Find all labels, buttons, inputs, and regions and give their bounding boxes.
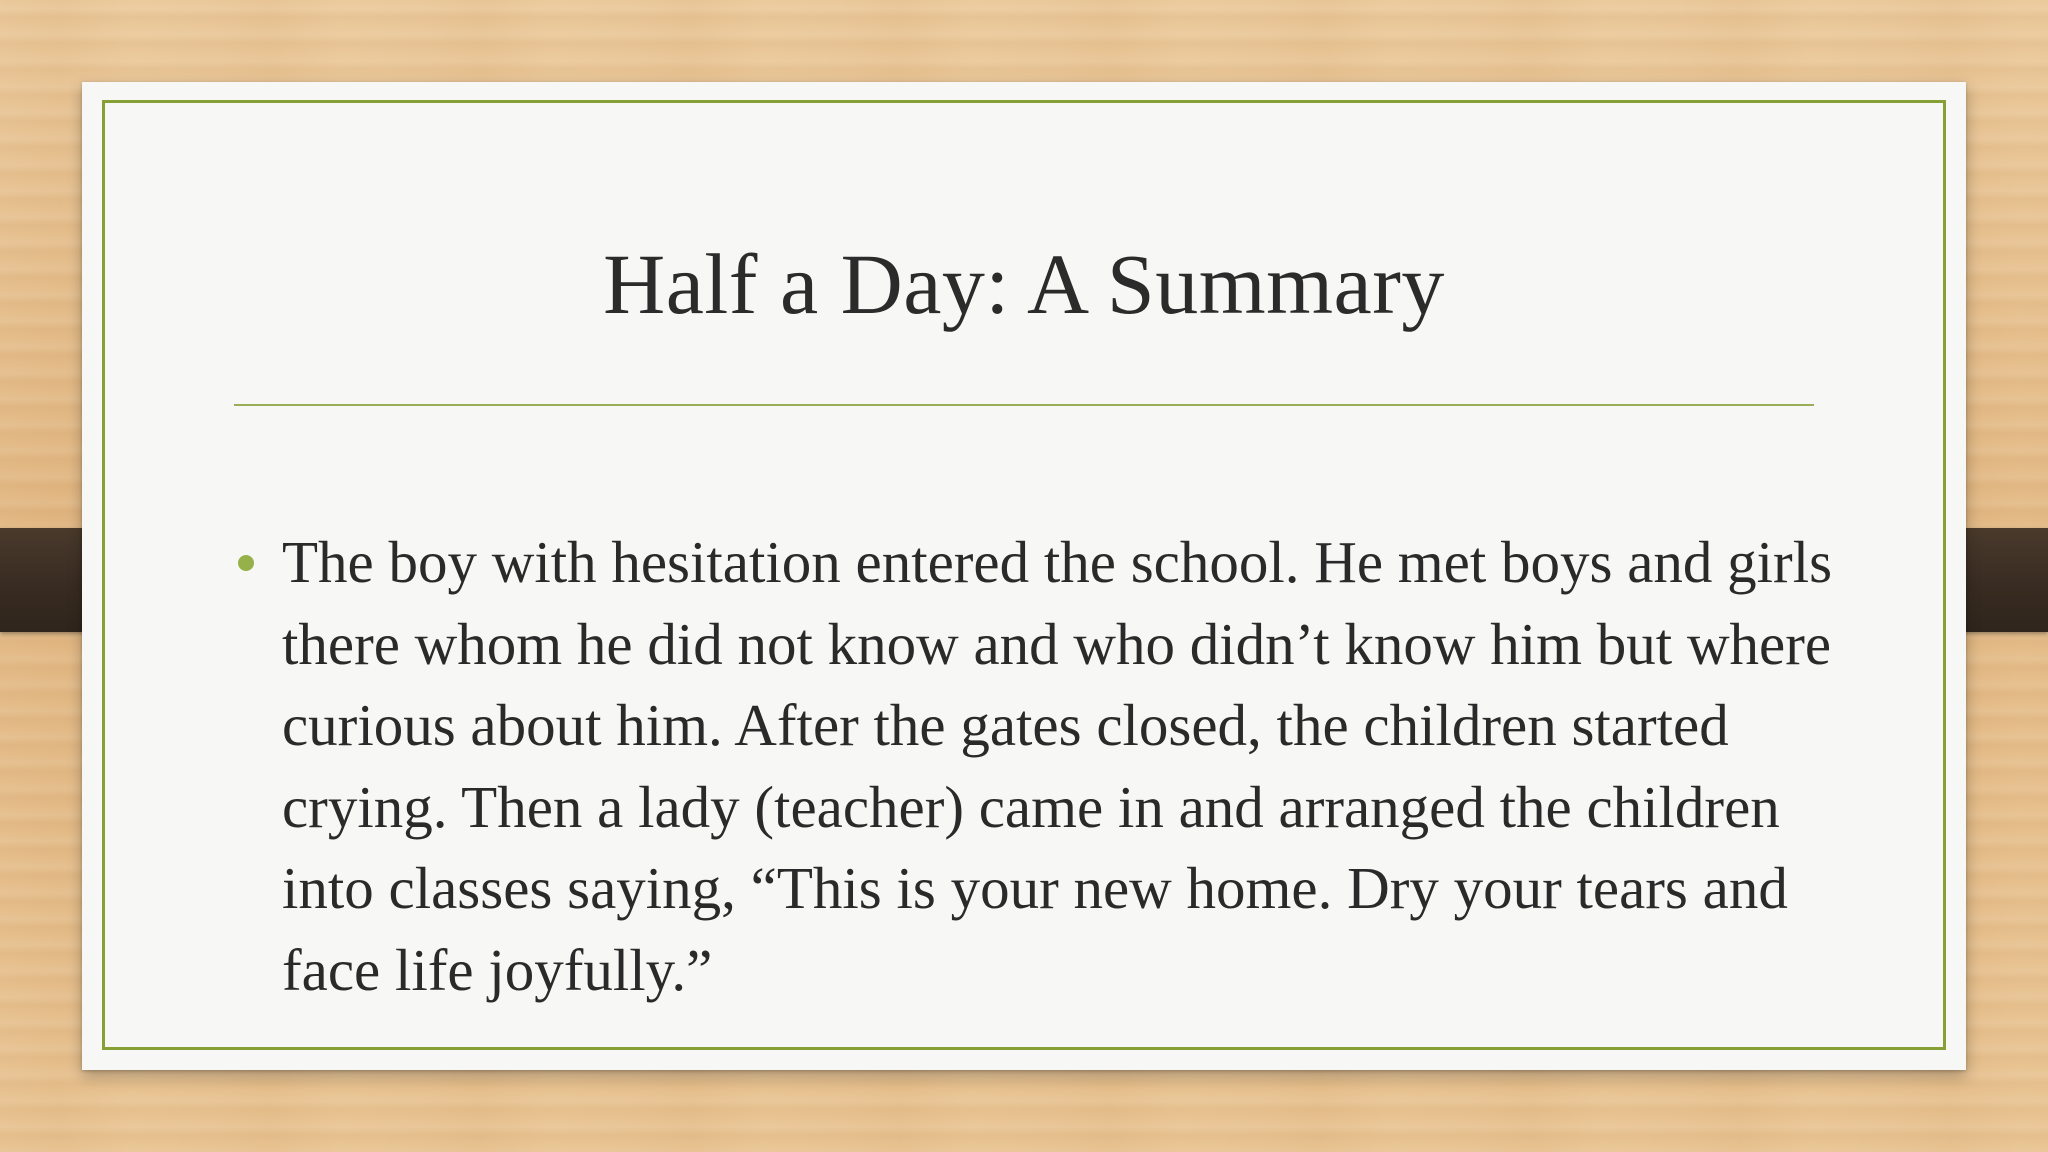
bullet-item [234, 522, 1854, 1011]
bullet-dot-icon [238, 555, 254, 571]
bullet-text: The boy with hesitation entered the school. He met boys and girls there whom he did not know and who didn’t know him but where curious about him. After the gates closed, the children started crying. Then a lady (teacher) came in and arranged the children into classes saying, “This is your new home. Dry your tears and face life joyfully.” [282, 529, 1833, 1003]
bullet-list [234, 522, 1854, 1011]
title-divider [234, 404, 1814, 406]
slide-title: Half a Day: A Summary [603, 236, 1445, 332]
slide-card [82, 82, 1966, 1070]
